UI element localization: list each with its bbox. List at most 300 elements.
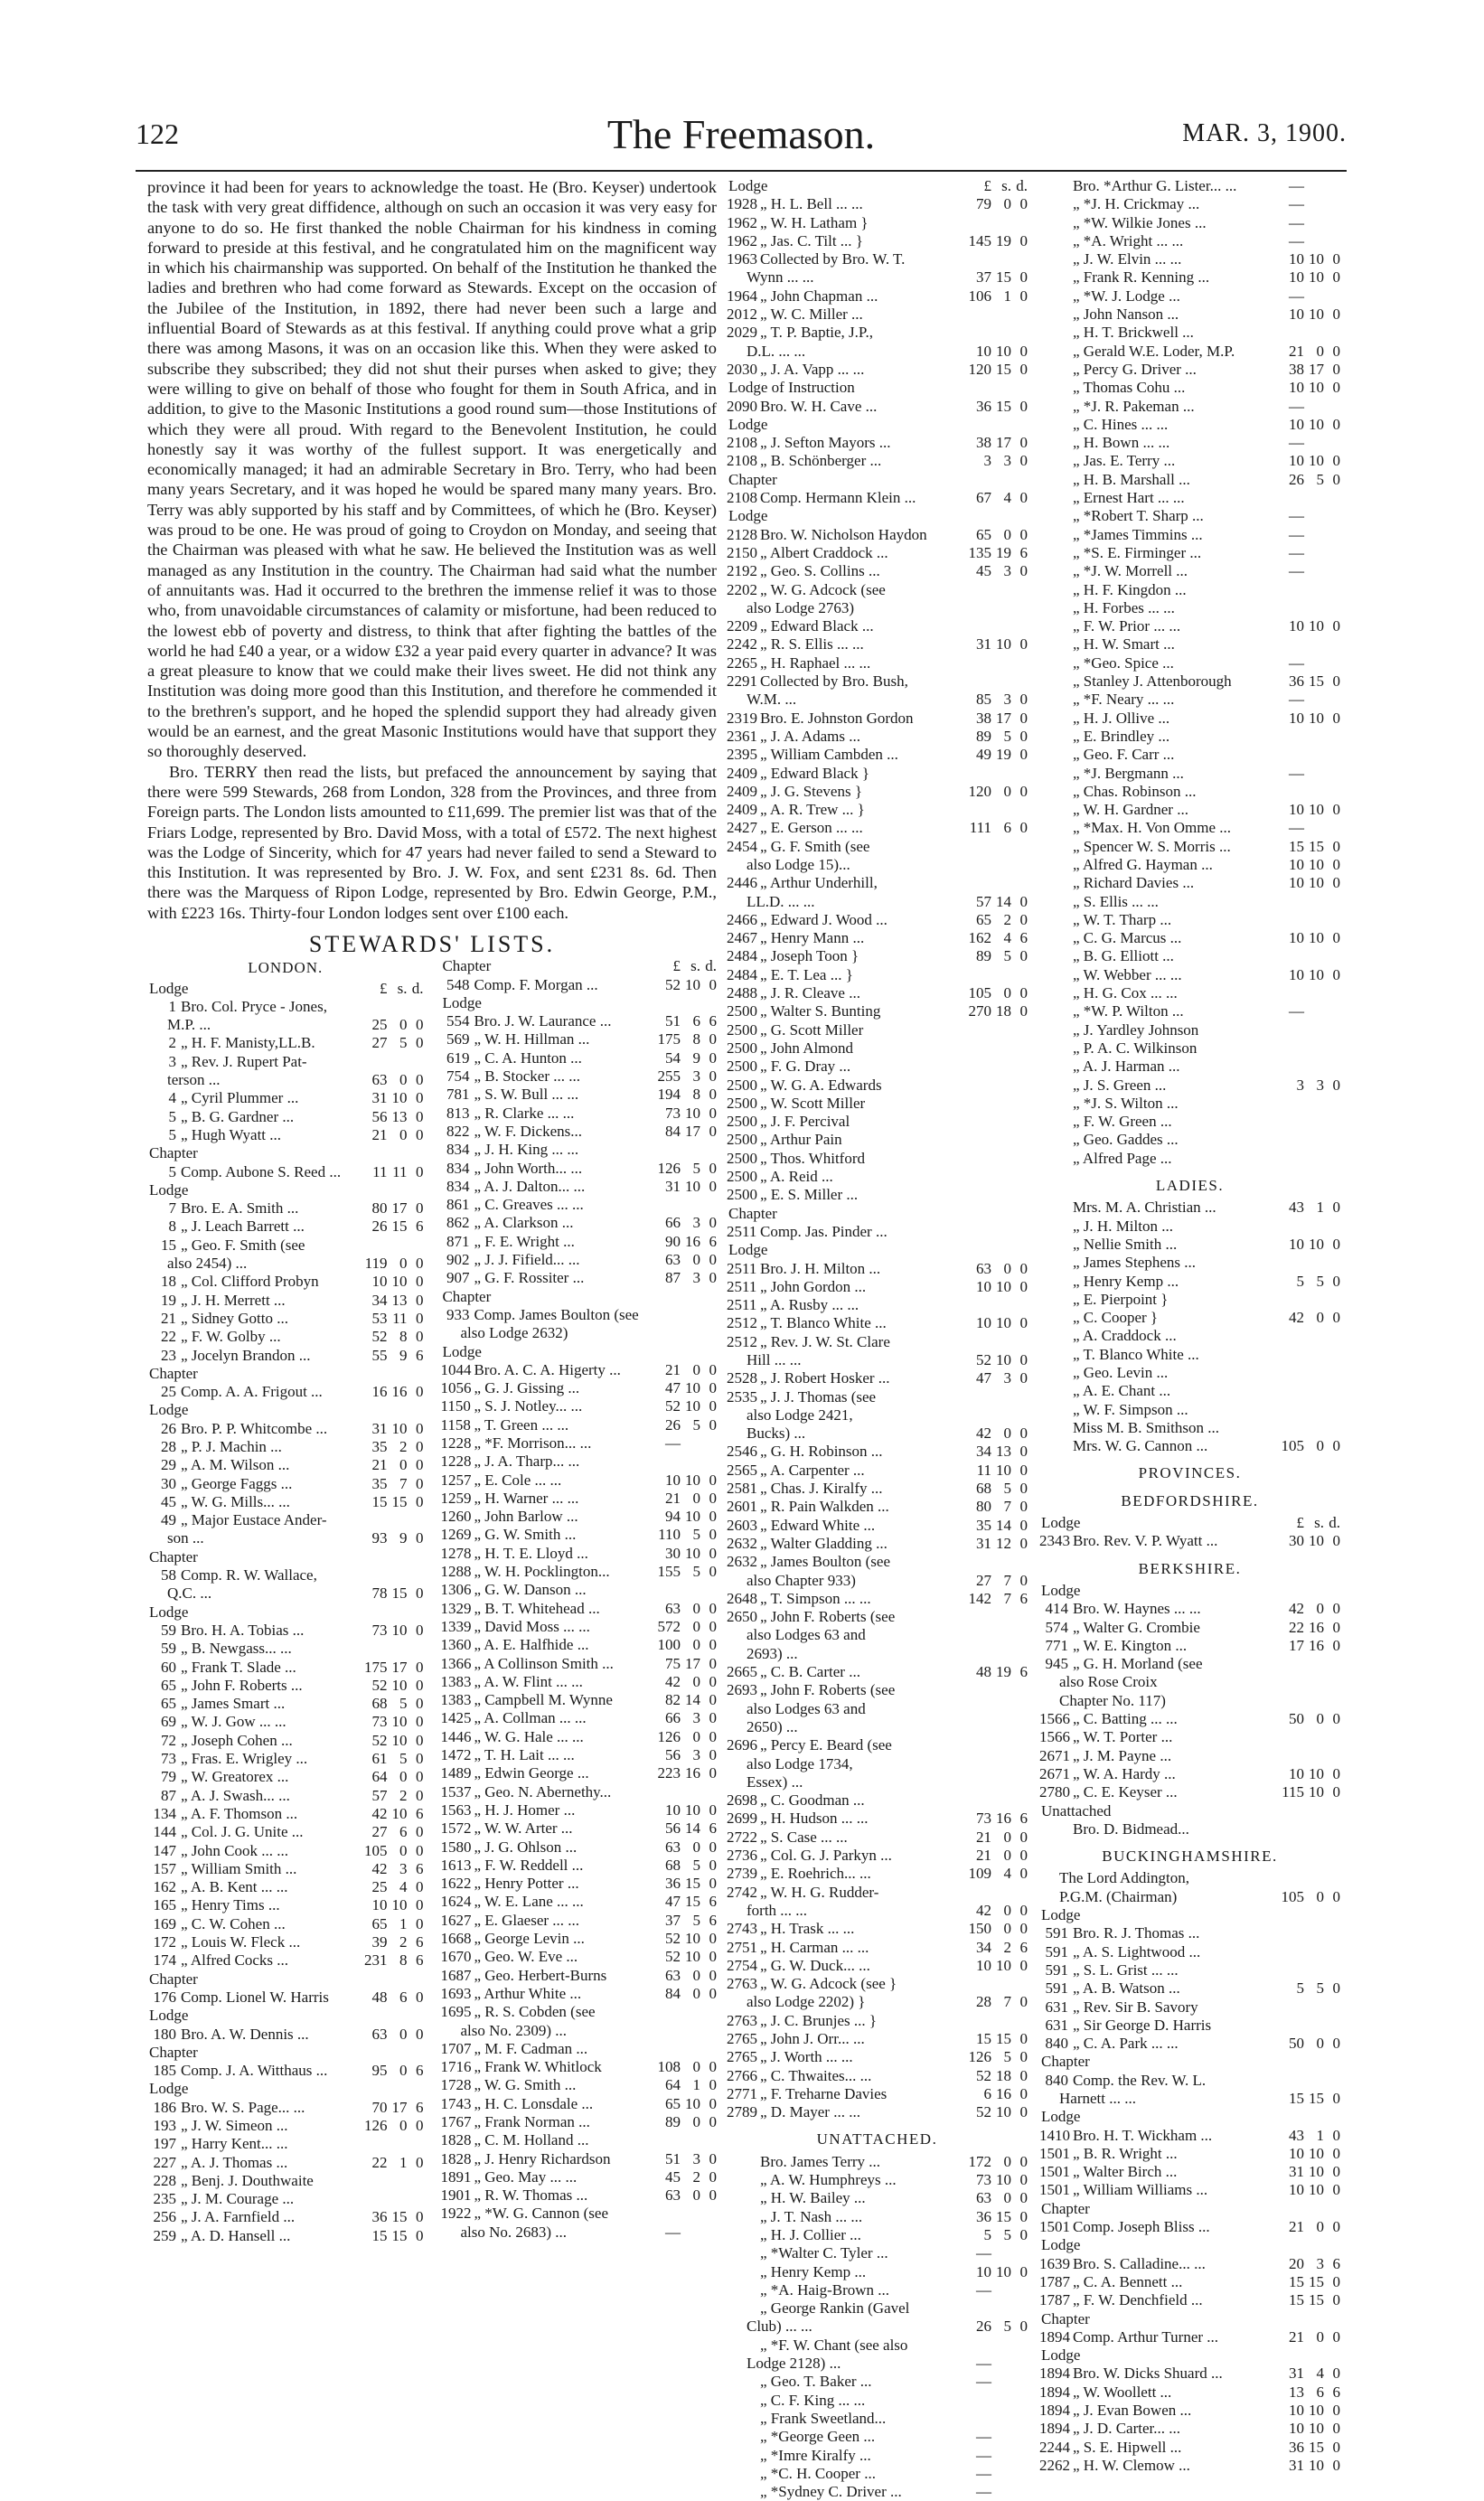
list-row xyxy=(147,1787,424,1805)
steward-name: „ John Worth... ... xyxy=(474,1159,583,1177)
amount xyxy=(353,1456,424,1474)
list-row xyxy=(440,1361,717,1379)
lodge-number: 1288 xyxy=(440,1563,472,1581)
amount-pounds: 108 xyxy=(657,2058,681,2076)
steward-name: „ W. Greatorex ... xyxy=(181,1768,289,1786)
list-row xyxy=(727,2447,1028,2465)
steward-name: „ B. Schönberger ... xyxy=(760,452,882,470)
list-row xyxy=(727,1700,1028,1718)
amount-pence: 0 xyxy=(709,2076,717,2094)
amount-pounds: 109 xyxy=(968,1865,991,1883)
amount-shillings: 0 xyxy=(1003,1424,1011,1443)
list-row xyxy=(727,691,1028,709)
list-row xyxy=(1039,1582,1340,1600)
column-lists-right xyxy=(1039,177,1340,2475)
list-row xyxy=(440,1545,717,1563)
list-row xyxy=(1039,1218,1340,1236)
list-row xyxy=(1039,635,1340,653)
amount-shillings: 18 xyxy=(996,1002,1011,1020)
list-row xyxy=(147,1089,424,1107)
amount-pounds: 52 xyxy=(665,975,681,993)
amount-pence: 6 xyxy=(709,1819,717,1838)
steward-name: „ C. A. Park ... ... xyxy=(1073,2035,1179,2053)
list-row xyxy=(440,1930,717,1948)
amount-pence: 6 xyxy=(1332,2254,1340,2272)
list-row xyxy=(440,2095,717,2113)
steward-name: „ A. Collman ... ... xyxy=(474,1709,587,1727)
steward-name: „ F. G. Dray ... xyxy=(760,1058,851,1076)
amount-pounds: 65 xyxy=(976,525,991,543)
amount-pounds: 119 xyxy=(364,1255,388,1273)
amount xyxy=(957,2067,1028,2085)
amount xyxy=(1270,562,1340,580)
amount-shillings: 0 xyxy=(399,2116,408,2134)
amount xyxy=(646,1049,717,1067)
lodge-number: 1828 xyxy=(440,2149,472,2167)
amount-shillings: 7 xyxy=(1003,1498,1011,1516)
list-row xyxy=(727,581,1028,599)
amount-shillings: 16 xyxy=(391,1383,408,1401)
steward-name: „ Benj. J. Douthwaite xyxy=(181,2171,314,2189)
amount-shillings: 10 xyxy=(1309,379,1324,397)
amount xyxy=(353,1108,424,1126)
steward-name: „ W. G. Adcock (see } xyxy=(760,1975,897,1993)
page-number: 122 xyxy=(136,118,179,150)
amount-pence: 0 xyxy=(1019,2189,1028,2207)
list-row xyxy=(1039,1924,1340,1942)
amount xyxy=(1270,838,1340,856)
amount-pence xyxy=(1324,195,1340,213)
amount-pence: 0 xyxy=(1019,2262,1028,2280)
steward-name: LL.D. ... ... xyxy=(747,892,815,910)
steward-name: „ J. Robert Hosker ... xyxy=(760,1369,890,1387)
lodge-number: 1056 xyxy=(440,1379,472,1397)
lodge-number: 771 xyxy=(1045,1636,1068,1654)
list-row xyxy=(440,1067,717,1086)
lodge-number: 134 xyxy=(153,1804,176,1822)
amount xyxy=(1270,2457,1340,2475)
steward-name: „ Geo. F. Carr ... xyxy=(1073,746,1175,764)
steward-name: „ J. A. Farnfield ... xyxy=(181,2208,296,2226)
steward-name: „ *J. H. Crickmay ... xyxy=(1073,195,1200,213)
lodge-number: 1828 xyxy=(440,2131,472,2149)
amount-pounds: 10 xyxy=(1289,874,1304,892)
steward-name: „ Geo. Herbert-Burns xyxy=(474,1966,607,1984)
amount-pounds: 572 xyxy=(657,1617,681,1635)
amount-shillings: 0 xyxy=(1316,1887,1324,1905)
amount-pence: 0 xyxy=(1019,2207,1028,2225)
list-row xyxy=(727,2153,1028,2171)
steward-name: „ C. Batting ... ... xyxy=(1073,1710,1178,1728)
amount xyxy=(353,1677,424,1695)
steward-name: Bro. *Arthur G. Lister... ... xyxy=(1073,177,1237,194)
amount-pence xyxy=(1324,562,1340,580)
amount xyxy=(646,1819,717,1838)
amount-pounds: 10 xyxy=(1289,452,1304,470)
list-row xyxy=(1039,966,1340,984)
list-row xyxy=(1039,2328,1340,2346)
steward-name: „ F. W. Prior ... ... xyxy=(1073,617,1181,635)
amount-pence: 0 xyxy=(416,1273,424,1291)
steward-name: „ J. M. Courage ... xyxy=(181,2190,295,2208)
amount-shillings: s. xyxy=(1314,1514,1324,1532)
lodge-number: 1716 xyxy=(440,2058,472,2076)
amount-pounds: 6 xyxy=(983,2084,991,2102)
amount-pounds: 65 xyxy=(665,2094,681,2112)
amount-pence: 0 xyxy=(1019,709,1028,727)
list-row xyxy=(727,1260,1028,1278)
lodge-number: 2736 xyxy=(727,1847,757,1865)
steward-name: „ *F. Neary ... ... xyxy=(1073,691,1175,709)
steward-name: Bro. P. P. Whitcombe ... xyxy=(181,1419,328,1437)
amount-shillings: 10 xyxy=(1309,2402,1324,2420)
amount-pence: 0 xyxy=(709,1086,717,1104)
list-row xyxy=(440,1049,717,1067)
amount-pounds: 45 xyxy=(665,2167,681,2186)
amount xyxy=(957,984,1028,1002)
amount-pounds: — xyxy=(1289,434,1304,452)
amount-pence: 6 xyxy=(416,1859,424,1877)
list-row xyxy=(1039,1077,1340,1095)
amount-shillings: 0 xyxy=(1003,1847,1011,1865)
list-row xyxy=(1039,2108,1340,2126)
steward-name: Bro. A. C. A. Higerty ... xyxy=(474,1360,621,1378)
list-row xyxy=(727,1590,1028,1608)
amount-pence: 0 xyxy=(709,1654,717,1672)
list-row xyxy=(1039,2383,1340,2402)
steward-name: „ J. G. Ohlson ... xyxy=(474,1838,578,1856)
lodge-number: 861 xyxy=(446,1196,470,1214)
amount-pence: 0 xyxy=(709,1709,717,1727)
amount-shillings: 15 xyxy=(685,1875,700,1893)
amount-pounds: 15 xyxy=(371,1492,388,1510)
section-heading: UNATTACHED. xyxy=(816,2130,938,2148)
steward-name: „ Albert Craddock ... xyxy=(760,543,888,561)
list-row xyxy=(727,526,1028,544)
amount-pence: 0 xyxy=(1332,2163,1340,2181)
amount-pounds: 89 xyxy=(665,2112,681,2130)
amount-shillings: 5 xyxy=(692,1159,700,1177)
lodge-number: 2500 xyxy=(727,1113,757,1131)
amount-shillings: 14 xyxy=(685,1691,700,1709)
amount-pence: d. xyxy=(411,979,424,997)
amount-shillings: 3 xyxy=(1316,2254,1324,2272)
lodge-number: 180 xyxy=(153,2025,176,2043)
steward-name: „ A Collinson Smith ... xyxy=(474,1654,614,1672)
amount-shillings: 0 xyxy=(399,2025,408,2043)
amount-pence: 0 xyxy=(1019,562,1028,580)
amount-pounds: 145 xyxy=(968,231,991,249)
amount-pence: 0 xyxy=(416,1474,424,1492)
list-row xyxy=(440,1453,717,1471)
lodge-number: 2150 xyxy=(727,543,757,561)
amount-shillings xyxy=(1304,544,1324,562)
amount-shillings: 3 xyxy=(692,1269,700,1287)
lodge-number: 1728 xyxy=(440,2076,472,2094)
steward-name: „ Geo. T. Baker ... xyxy=(760,2373,872,2391)
list-row xyxy=(147,2080,424,2098)
amount xyxy=(957,1351,1028,1369)
steward-name: „ *Geo. Spice ... xyxy=(1073,653,1174,672)
amount-pounds: 10 xyxy=(1289,415,1304,433)
steward-name: „ *A. Haig-Brown ... xyxy=(760,2280,890,2299)
lodge-number: 1 xyxy=(168,997,176,1015)
list-row xyxy=(1039,1437,1340,1455)
lodge-number: 2427 xyxy=(727,819,757,837)
steward-name: „ Frank T. Slade ... xyxy=(181,1658,296,1676)
amount-pounds: 43 xyxy=(1289,2126,1304,2144)
list-row xyxy=(1039,1002,1340,1020)
list-row xyxy=(727,324,1028,342)
amount-pence xyxy=(1324,654,1340,672)
amount-pence xyxy=(1011,2428,1028,2446)
list-row xyxy=(147,1255,424,1273)
lodge-number: 1894 xyxy=(1039,2383,1070,2401)
amount-pence: 0 xyxy=(1332,1532,1340,1550)
list-label: Chapter xyxy=(442,957,492,975)
amount xyxy=(646,1067,717,1086)
amount-shillings: 0 xyxy=(692,1599,700,1617)
amount-shillings: 0 xyxy=(692,1251,700,1269)
list-row xyxy=(1039,452,1340,470)
amount-pounds: 10 xyxy=(1289,250,1304,268)
lodge-number: 185 xyxy=(153,2062,176,2080)
amount-shillings: 10 xyxy=(996,1314,1011,1332)
list-row xyxy=(147,998,424,1016)
amount-shillings: 15 xyxy=(391,1492,408,1510)
list-row xyxy=(727,1186,1028,1204)
amount-pence: 0 xyxy=(1019,892,1028,910)
amount-shillings: 10 xyxy=(996,1277,1011,1295)
amount xyxy=(957,1957,1028,1975)
amount-pounds: 57 xyxy=(371,1786,388,1804)
lodge-number: 933 xyxy=(446,1305,470,1323)
steward-name: Collected by Bro. Bush, xyxy=(760,672,908,691)
amount-pence: 0 xyxy=(416,2116,424,2134)
amount-pounds: 27 xyxy=(371,1823,388,1841)
steward-name: „ A. J. Swash... ... xyxy=(181,1786,290,1804)
list-row xyxy=(440,2058,717,2076)
amount-shillings: 0 xyxy=(399,1125,408,1143)
list-row xyxy=(727,1608,1028,1626)
steward-name: „ J. F. Percival xyxy=(760,1113,850,1131)
amount-pounds: 37 xyxy=(665,1911,681,1929)
amount-pounds: 21 xyxy=(976,1847,991,1865)
list-row xyxy=(727,1002,1028,1020)
lodge-number: 1962 xyxy=(727,213,757,231)
steward-name: „ John Almond xyxy=(760,1039,853,1057)
amount xyxy=(353,1787,424,1805)
steward-name: also Lodges 63 and xyxy=(747,1626,866,1644)
list-row xyxy=(1039,1254,1340,1272)
amount xyxy=(1270,287,1340,306)
lodge-number: 1360 xyxy=(440,1636,472,1654)
list-row xyxy=(727,232,1028,250)
amount-shillings: 10 xyxy=(685,1177,700,1195)
list-row xyxy=(440,1783,717,1801)
steward-name: „ Harry Kent... ... xyxy=(181,2135,288,2153)
amount-pence: 0 xyxy=(416,1071,424,1089)
lodge-number: 4 xyxy=(168,1089,176,1107)
list-row xyxy=(727,1993,1028,2011)
lodge-number: 2454 xyxy=(727,837,757,855)
amount-pounds: 31 xyxy=(371,1419,388,1437)
amount-pence: 0 xyxy=(1332,709,1340,727)
section-heading: PROVINCES. xyxy=(1138,1464,1242,1482)
lodge-number: 73 xyxy=(161,1750,176,1768)
amount xyxy=(1270,2145,1340,2163)
lodge-number: 2209 xyxy=(727,617,757,635)
list-row xyxy=(1039,1346,1340,1364)
amount-pence: 0 xyxy=(1332,360,1340,378)
amount-shillings: 0 xyxy=(1316,2035,1324,2053)
amount-shillings: 14 xyxy=(996,1516,1011,1534)
list-row xyxy=(440,1214,717,1232)
amount-pence: 0 xyxy=(709,1415,717,1434)
steward-name: „ A. Carpenter ... xyxy=(760,1461,865,1479)
amount-pence: 6 xyxy=(709,1232,717,1250)
amount-pounds: 15 xyxy=(1289,2089,1304,2107)
amount-shillings xyxy=(1304,214,1324,232)
list-row xyxy=(727,1241,1028,1259)
steward-name: „ H. Forbes ... ... xyxy=(1073,598,1175,616)
amount-shillings: 15 xyxy=(391,1218,408,1236)
amount xyxy=(646,1948,717,1966)
amount-pounds: 223 xyxy=(657,1764,681,1782)
amount xyxy=(646,1233,717,1251)
steward-name: „ Sir George D. Harris xyxy=(1073,2016,1212,2034)
amount xyxy=(1270,856,1340,874)
steward-name: „ F. W. Reddell ... xyxy=(474,1856,584,1874)
steward-name: Bro. W. H. Cave ... xyxy=(760,397,878,415)
amount-pence: 0 xyxy=(709,2058,717,2076)
steward-name: „ Fras. E. Wrigley ... xyxy=(181,1750,308,1768)
amount-pence: 0 xyxy=(416,2025,424,2043)
amount-pence: 0 xyxy=(416,1383,424,1401)
amount-pence xyxy=(1324,526,1340,544)
amount-shillings: 15 xyxy=(391,2208,408,2226)
amount-shillings: 3 xyxy=(692,1746,700,1764)
amount xyxy=(1270,526,1340,544)
amount-shillings: 10 xyxy=(1309,929,1324,947)
lodge-number: 28 xyxy=(161,1438,176,1455)
amount xyxy=(957,562,1028,580)
amount-pounds: — xyxy=(1289,231,1304,249)
amount-pounds: 5 xyxy=(1296,1979,1304,1998)
lodge-number: 1228 xyxy=(440,1453,472,1471)
steward-name: „ T. Green ... ... xyxy=(474,1415,569,1434)
amount-shillings: 10 xyxy=(391,1676,408,1694)
amount-shillings: 19 xyxy=(996,1663,1011,1681)
list-row xyxy=(727,1039,1028,1058)
steward-name: „ T. Blanco White ... xyxy=(1073,1345,1199,1363)
amount-pence xyxy=(1011,2465,1028,2483)
list-row xyxy=(727,343,1028,361)
steward-name: „ *W. G. Cannon (see xyxy=(474,2205,609,2223)
amount-pounds: 34 xyxy=(976,1443,991,1461)
amount-pounds: 73 xyxy=(371,1713,388,1731)
amount-pence: 0 xyxy=(1019,947,1028,965)
amount-shillings: 1 xyxy=(1316,1199,1324,1217)
list-row xyxy=(727,654,1028,672)
lodge-number: 1668 xyxy=(440,1930,472,1948)
amount-shillings: 10 xyxy=(996,1351,1011,1368)
lodge-number: 23 xyxy=(161,1346,176,1364)
steward-name: „ W. E. Lane ... ... xyxy=(474,1893,584,1911)
amount xyxy=(1270,2273,1340,2291)
amount xyxy=(1270,2291,1340,2309)
amount-shillings: 2 xyxy=(1003,1938,1011,1956)
lodge-number: 193 xyxy=(153,2116,176,2134)
amount-shillings: 2 xyxy=(1003,910,1011,928)
list-row xyxy=(147,980,424,998)
lodge-number: 1501 xyxy=(1039,2163,1070,2181)
lodge-number: 1472 xyxy=(440,1746,472,1764)
amount-pence: 0 xyxy=(1332,2218,1340,2236)
lodge-number: 1501 xyxy=(1039,2144,1070,2162)
amount xyxy=(646,1600,717,1618)
amount xyxy=(353,1768,424,1786)
list-row xyxy=(1039,911,1340,929)
list-row xyxy=(147,1566,424,1584)
lodge-number: 235 xyxy=(153,2190,176,2208)
lodge-number: 2511 xyxy=(727,1222,757,1240)
amount-pence: 0 xyxy=(709,1930,717,1948)
steward-name: „ W. H. Latham } xyxy=(760,213,869,231)
amount xyxy=(646,1526,717,1544)
steward-name: „ James Smart ... xyxy=(181,1695,286,1713)
lodge-number: 72 xyxy=(161,1731,176,1749)
amount-pence: 0 xyxy=(1019,910,1028,928)
steward-name: „ J. G. Stevens } xyxy=(760,782,862,800)
list-row xyxy=(147,1108,424,1126)
lodge-number: 2771 xyxy=(727,2084,757,2102)
amount-pence: 0 xyxy=(416,1896,424,1914)
list-row xyxy=(1039,287,1340,306)
list-row xyxy=(1039,2291,1340,2309)
amount-pence: 0 xyxy=(1332,2126,1340,2144)
amount-pounds: 31 xyxy=(976,635,991,653)
lodge-number: 1489 xyxy=(440,1764,472,1782)
list-row xyxy=(727,1058,1028,1076)
steward-name: „ John Cook ... ... xyxy=(181,1841,288,1859)
list-row xyxy=(147,1970,424,1989)
list-row xyxy=(1039,250,1340,268)
amount xyxy=(957,1572,1028,1590)
amount xyxy=(353,1034,424,1052)
amount xyxy=(957,1590,1028,1608)
amount-shillings xyxy=(991,2428,1011,2446)
list-row xyxy=(440,1086,717,1104)
steward-name: „ A. R. Trew ... } xyxy=(760,801,865,819)
amount-pence: 0 xyxy=(1019,1956,1028,1974)
amount-shillings: 15 xyxy=(996,268,1011,287)
amount-pounds: 10 xyxy=(1289,2144,1304,2162)
amount-shillings: 10 xyxy=(685,1379,700,1397)
steward-name: „ John F. Roberts ... xyxy=(181,1676,303,1694)
lodge-number: 840 xyxy=(1045,2071,1068,2089)
amount-pounds: 126 xyxy=(968,2048,991,2066)
steward-name: „ E. Glaeser ... ... xyxy=(474,1911,580,1929)
list-row xyxy=(1039,1802,1340,1820)
lodge-number: 1963 xyxy=(727,250,757,268)
section-heading: BEDFORDSHIRE. xyxy=(1121,1491,1259,1509)
list-row xyxy=(727,1810,1028,1828)
lodge-number: 2765 xyxy=(727,2048,757,2066)
amount xyxy=(1270,2090,1340,2108)
list-row xyxy=(1039,1150,1340,1168)
amount xyxy=(646,1086,717,1104)
